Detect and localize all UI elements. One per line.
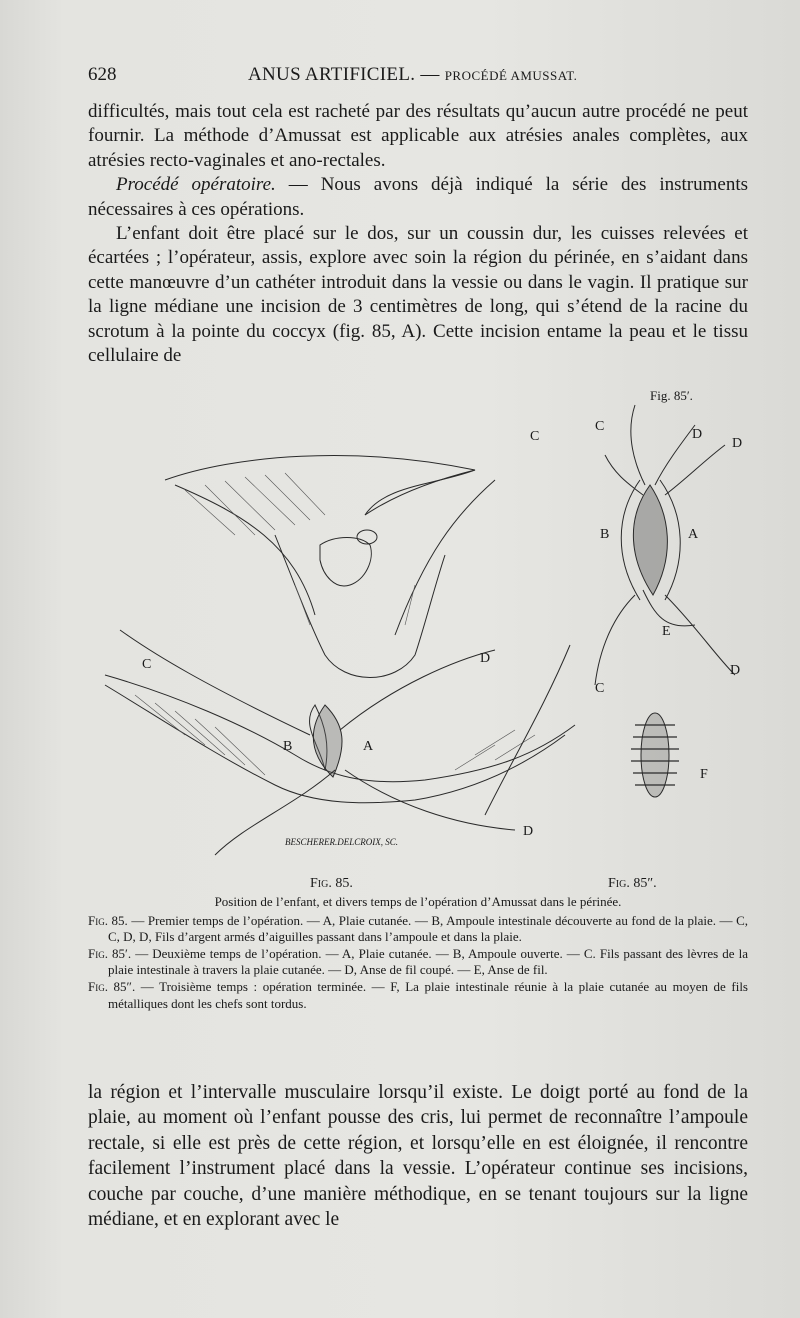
paragraph-enfant: L’enfant doit être placé sur le dos, sur un coussin dur, les cuisses relevées et écartées ; l’opérateur, assis, explore avec soin la région du périnée, en s’aidant dans cette manœuvre d’un cathéter introduit dans la vessie ou dans le vagin. Il pratique sur la ligne médiane une incision de 3 centimètres de long, qui s’étend de la racine du scrotum à la pointe du coccyx (fig. 85, A). Cette incision entame la peau et le tissu cellulaire de [88,223,748,367]
caption-fig-85-text: — Premier temps de l’opération. — A, Plaie cutanée. — B, Ampoule intestinale découverte au fond de la plaie. — C, C, D, D, Fils d’argent armés d’aiguilles passant dans l’ampoule et dans la plaie. [108,912,748,945]
scrotum-shape [320,538,371,586]
thread-c-85 [120,630,310,735]
caption-fig-85p-text: — Deuxième temps de l’opération. — A, Plaie cutanée. — B, Ampoule ouverte. — C. Fils passant des lèvres de la plaie intestinale à travers la plaie cutanée. — D, Anse de fil coupé. — E, Anse de fil. [108,945,748,978]
engraving-figure [95,385,760,875]
caption-fig-85-double-prime [88,979,748,1012]
running-title-main: ANUS ARTIFICIEL. — [248,64,440,85]
caption-fig-85pp-text: — Troisième temps : opération terminée. — F, La plaie intestinale réunie à la plaie cutanée au moyen de fils métalliques dont les chefs sont tordus. [108,978,748,1011]
label-e-85p: E [662,624,671,639]
label-a-85: A [363,739,374,754]
page-header [88,64,748,88]
label-d-85: D [480,651,491,666]
paragraph-region: la région et l’intervalle musculaire lorsqu’il existe. Le doigt porté au fond de la plaie, au moment où l’enfant pousse des cris, lui permet de reconnaître l’ampoule rectale, si elle est près de cette région, et lorsqu’elle en est éloignée, il rencontre facilement l’instrument placé dans la vessie. L’opérateur continue ses incisions, couche par couche, d’une manière méthodique, en se tenant toujours sur la ligne médiane, et en explorant avec le [88,1082,748,1231]
label-d2-85: D [523,824,534,839]
wound-85-prime [633,485,667,595]
fig-85-prime-label: Fig. 85′. [650,388,693,403]
fig-85-title: Fig. 85. [310,876,353,891]
upper-leg-contour [165,456,475,515]
running-title [248,64,577,86]
caption-fig-85 [88,913,748,946]
label-d-85p: D [692,427,703,442]
bottom-text-block [88,1080,748,1232]
label-d2-85p: D [732,436,743,451]
caption-fig-85-label: Fig. 85. [88,912,128,928]
top-text-block [88,100,748,368]
wound-85 [313,705,342,777]
procede-heading: Procédé opératoire. [116,174,276,196]
label-a-85p: A [688,527,699,542]
engraver-signature: BESCHERER.DELCROIX, SC. [285,837,398,847]
label-c-85p: C [530,429,540,444]
perineum-contour [275,535,445,678]
label-f-85pp: F [700,767,708,782]
caption-fig-85p-label: Fig. 85′. [88,945,132,961]
label-c3-85p: C [595,681,605,696]
label-d3-85p: D [730,663,741,678]
page-number: 628 [88,64,117,85]
figure-titles [88,876,748,894]
label-c-85: C [142,657,152,672]
label-b-85: B [283,739,293,754]
caption-fig-85pp-label: Fig. 85″. [88,978,136,994]
running-title-small: PROCÉDÉ AMUSSAT. [444,68,578,83]
figure-captions [88,876,748,1012]
figure-85-illustration [95,385,760,875]
caption-fig-85-prime [88,946,748,979]
thread-c-85p [631,405,645,485]
caption-main: Position de l’enfant, et divers temps de l’opération d’Amussat dans le périnée. [214,894,622,909]
label-b-85p: B [600,527,610,542]
paragraph-procede [88,173,748,222]
procede-text: — Nous avons déjà indiqué la série des instruments nécessaires à ces opérations. [88,174,748,220]
label-c2-85p: C [595,419,605,434]
fig-85pp-title: Fig. 85″. [608,876,657,891]
paragraph-continuation: difficultés, mais tout cela est racheté par des résultats qu’aucun autre procédé ne peut fournir. La méthode d’Amussat est applicable aux atrésies anales complètes, aux atrésies recto-vaginales et ano-rectales. [88,101,748,171]
thread-d-85 [340,650,495,730]
